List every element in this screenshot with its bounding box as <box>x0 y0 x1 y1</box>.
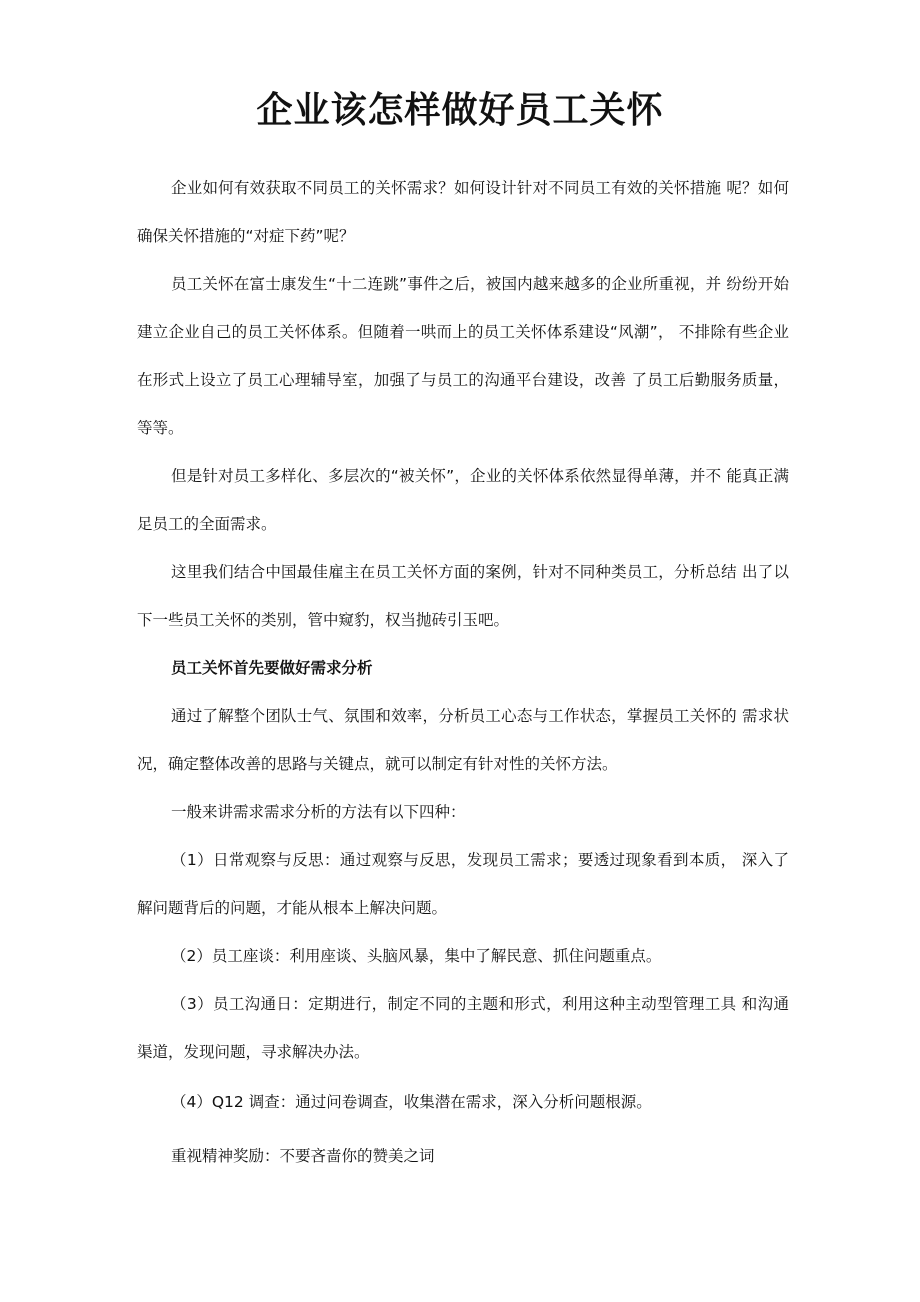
list-item-method-q12-survey: （4）Q12 调查：通过问卷调查，收集潜在需求，深入分析问题根源。 <box>171 1093 652 1111</box>
paragraph-foxconn-background: 员工关怀在富士康发生“十二连跳”事件之后，被国内越来越多的企业所重视，并 纷纷开始建立企业自己的员工关怀体系。但随着一哄而上的员工关怀体系建设“风潮”， 不排除有些企业在形式上设立了员工心理辅导室，加强了与员工的沟通平台建设，改善 了员工后勤服务质量，等等。 <box>137 275 789 437</box>
section-heading-spiritual-reward: 重视精神奖励：不要吝啬你的赞美之词 <box>171 1147 435 1165</box>
list-item-method-communication-day: （3）员工沟通日：定期进行，制定不同的主题和形式，利用这种主动型管理工具 和沟通渠道，发现问题，寻求解决办法。 <box>137 995 789 1061</box>
paragraph-thin-system: 但是针对员工多样化、多层次的“被关怀”，企业的关怀体系依然显得单薄，并不 能真正满足员工的全面需求。 <box>137 467 789 533</box>
list-item-method-observation: （1）日常观察与反思：通过观察与反思，发现员工需求；要透过现象看到本质， 深入了解问题背后的问题，才能从根本上解决问题。 <box>137 851 789 917</box>
paragraph-best-employer-cases: 这里我们结合中国最佳雇主在员工关怀方面的案例，针对不同种类员工，分析总结 出了以下一些员工关怀的类别，管中窥豹，权当抛砖引玉吧。 <box>137 563 789 629</box>
paragraph-methods-intro: 一般来讲需求需求分析的方法有以下四种： <box>171 803 466 821</box>
list-item-method-symposium: （2）员工座谈：利用座谈、头脑风暴，集中了解民意、抓住问题重点。 <box>171 947 662 965</box>
section-heading-needs-analysis: 员工关怀首先要做好需求分析 <box>171 659 373 677</box>
paragraph-needs-analysis-intro: 通过了解整个团队士气、氛围和效率，分析员工心态与工作状态，掌握员工关怀的 需求状况，确定整体改善的思路与关键点，就可以制定有针对性的关怀方法。 <box>137 707 789 773</box>
paragraph-intro-question: 企业如何有效获取不同员工的关怀需求？如何设计针对不同员工有效的关怀措施 呢？如何确保关怀措施的“对症下药”呢？ <box>137 179 789 245</box>
document-title: 企业该怎样做好员工关怀 <box>256 90 664 131</box>
